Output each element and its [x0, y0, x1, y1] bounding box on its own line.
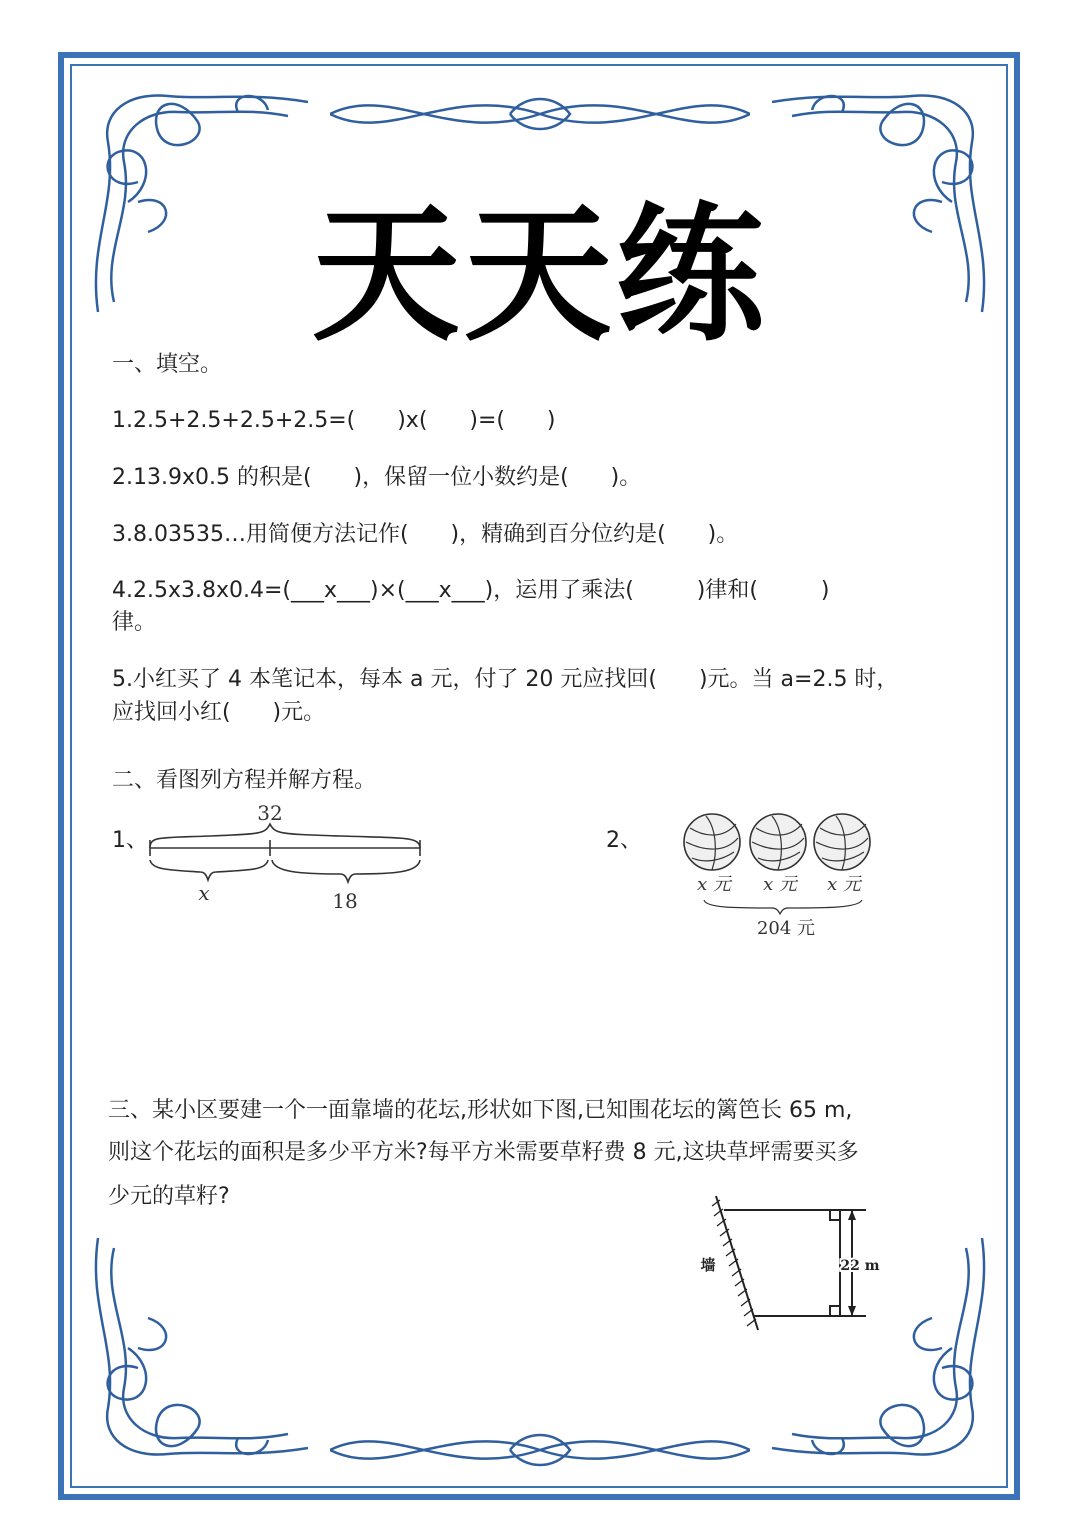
question-1: 1.2.5+2.5+2.5+2.5=( )x( )=( )	[112, 408, 556, 433]
question-5-line1: 5.小红买了 4 本笔记本，每本 a 元，付了 20 元应找回( )元。当 a=2.5 时，	[112, 667, 899, 692]
figure-2-label: 2、	[606, 828, 642, 853]
ornament-bottom-center	[330, 1420, 750, 1480]
ball-3-price: x 元	[827, 874, 861, 895]
figure-1-18-label: 18	[332, 889, 358, 913]
page-title: 天天练	[312, 189, 768, 361]
wall-label: 墙	[700, 1256, 716, 1274]
ornament-top-center	[330, 84, 750, 144]
ball-1-price: x 元	[697, 874, 731, 895]
figure-1-x-label: x	[198, 881, 210, 905]
flowerbed-trapezoid-diagram	[700, 1190, 890, 1340]
figure-1-label: 1、	[112, 828, 148, 853]
section3-line3: 少元的草籽?	[108, 1184, 230, 1209]
height-label: 22 m	[840, 1258, 880, 1274]
ball-2-price: x 元	[763, 874, 797, 895]
section2-heading: 二、看图列方程并解方程。	[112, 768, 377, 793]
ornament-bottom-left	[88, 1228, 318, 1468]
yarn-ball-3	[814, 814, 870, 870]
figure-2-yarn-balls	[676, 808, 876, 944]
question-5-line2: 应找回小红( )元。	[112, 700, 326, 725]
figure-1-total-label: 32	[257, 801, 283, 825]
section1-heading: 一、填空。	[112, 352, 223, 377]
figure-2-total: 204 元	[756, 918, 816, 939]
question-4-line1: 4.2.5x3.8x0.4=(___x___)×(___x___)，运用了乘法( )律和( )	[112, 578, 830, 603]
ornament-top-left	[88, 82, 318, 322]
figure-1-segment-diagram	[140, 796, 440, 920]
question-4-line2: 律。	[112, 610, 157, 635]
yarn-ball-1	[684, 814, 740, 870]
section3-line1: 三、某小区要建一个一面靠墙的花坛,形状如下图,已知围花坛的篱笆长 65 m,	[108, 1098, 853, 1123]
question-3: 3.8.03535…用简便方法记作( )，精确到百分位约是( )。	[112, 522, 739, 547]
yarn-ball-2	[750, 814, 806, 870]
ornament-top-right	[762, 82, 992, 322]
question-2: 2.13.9x0.5 的积是( )，保留一位小数约是( )。	[112, 465, 642, 490]
section3-line2: 则这个花坛的面积是多少平方米?每平方米需要草籽费 8 元,这块草坪需要买多	[108, 1140, 859, 1165]
